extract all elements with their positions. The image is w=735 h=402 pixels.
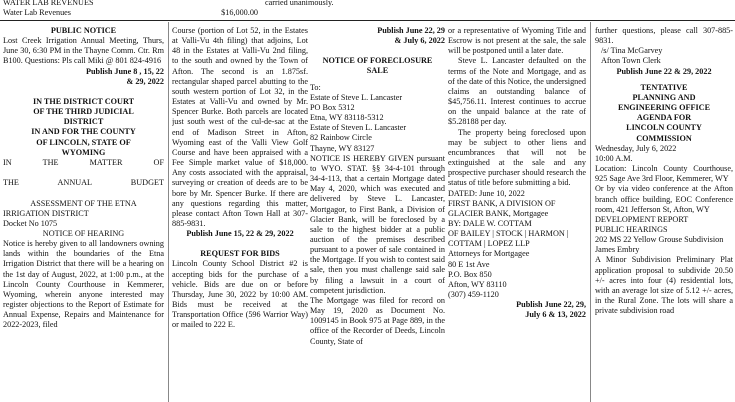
signature-line: /s/ Tina McGarvey (601, 46, 663, 56)
parcel-notice-body: Course (portion of Lot 52, in the Estates at Valli-Vu 4th filing) that adjoins, Lot 48 in the Estates at Valli-Vu 2nd filing, to the south and owned by the Town of Afton. The second is an 1.875sf. rectangular shaped parcel abutting to the south western portion of Lot 32, in the Estates at Valli-Vu and owned by Mr. Spencer Burke. Both parcels are located just south west of the cul-de-sac at the end of Madison Street in Afton, Wyoming east of the Valli View Golf Course and have been appraised with a Fee Simple market value of $18,000. Any costs associated with the appraisal, surveying or creation of deeds are to be bore by Mr. Spencer Burke. If there are any questions regarding this matter, please contact Afton Town Hall at 307-885-9831. (172, 26, 308, 228)
section-label: PUBLIC HEARINGS (595, 224, 668, 234)
revenue-label: WATER LAB REVENUES (3, 0, 94, 7)
agenda-heading-line: ENGINEERING OFFICE (617, 103, 711, 113)
publish-dates: Publish June 15, 22 & 29, 2022 (186, 229, 294, 239)
address-line: 82 Rainbow Circle (310, 133, 372, 143)
court-heading-line: OF THE THIRD JUDICIAL (33, 107, 134, 117)
to-label: To: (310, 82, 321, 92)
court-heading-line: IN THE DISTRICT COURT (32, 96, 135, 106)
notice-heading: NOTICE OF FORECLOSURE (322, 56, 433, 66)
signature-line: 80 E 1st Ave (448, 259, 490, 269)
column-3 (310, 26, 445, 402)
notice-heading: REQUEST FOR BIDS (200, 249, 280, 259)
notice-heading: SALE (366, 66, 389, 76)
agenda-heading-line: PLANNING AND (632, 92, 696, 102)
matter-line: IN THE MATTER OF (3, 157, 164, 167)
signature-line: Afton, WY 83110 (448, 279, 507, 289)
signature-line: (307) 459-1120 (448, 290, 499, 300)
notice-body: Lost Creek Irrigation Annual Meeting, Thurs, June 30, 6:30 PM in the Thayne Comm. Ctr. Rm B100. Questions: Pls call Miki @ 801 824-4916 (3, 36, 164, 66)
meeting-time: 10:00 A.M. (595, 153, 633, 163)
docket-number: Docket No 1075 (3, 218, 58, 228)
foreclosure-body: Steve L. Lancaster defaulted on the terms of the Note and Mortgage, and as of the date of this Notice, the undersigned claims an outstanding balance of $45,756.11. Interest continues to accrue on the unpaid balance at the rate of $5.28188 per day. (448, 56, 586, 127)
carried-text: carried unanimously. (265, 0, 334, 7)
hearing-body: Notice is hereby given to all landowners owning lands within the boundaries of the Etna Irrigation District that there will be a hearing on the 1st day of August, 2022, at 1:00 p.m., at the Lincoln County Courthouse in Kemmerer, Wyoming, wherein anyone interested may register objections to the Report of Estimate for Annual Expense, Repairs and Maintenance for 2022-2023, filed (3, 239, 164, 330)
foreclosure-body: The Mortgage was filed for record on May 19, 2020 as Document No. 1009145 in Book 975 at Page 889, in the office of the Recorder of Deeds, Lincoln County, State of (310, 295, 445, 346)
hearing-title: NOTICE OF HEARING (42, 228, 125, 238)
agenda-heading-line: COMMISSION (636, 133, 692, 143)
court-heading-line: DISTRICT (63, 117, 104, 127)
signature-line: BY: DALE W. COTTAM (448, 218, 532, 228)
column-rule (590, 22, 591, 402)
signature-line: Attorneys for Mortgagee (448, 249, 530, 259)
notice-body: further questions, please call 307-885-9831. (595, 26, 733, 46)
address-line: Estate of Steve L. Lancaster (310, 92, 403, 102)
agenda-heading-line: LINCOLN COUNTY (626, 123, 702, 133)
revenue-row (3, 8, 258, 18)
court-heading-line: IN AND FOR THE COUNTY (31, 127, 136, 137)
bids-body: Lincoln County School District #2 is accepting bids for the purchase of a vehicle. Bids are due on or before Thursday, June 30, 2022 by 10:00 AM. Bids must be received at the Transportation Office (596 Warrior Way) or mailed to 222 E. (172, 259, 308, 330)
address-line: PO Box 5312 (310, 102, 355, 112)
meeting-location: Location: Lincoln County Courthouse, 925 Sage Ave 3rd Floor, Kemmerer, WY (595, 164, 733, 184)
agenda-heading-line: TENTATIVE (640, 82, 688, 92)
publish-dates: July 6 & 13, 2022 (525, 310, 586, 320)
notice-heading: PUBLIC NOTICE (50, 26, 117, 35)
applicant-name: James Embry (595, 245, 640, 255)
column-2 (172, 26, 308, 402)
foreclosure-body: The property being foreclosed upon may be subject to other liens and encumbrances that will not be extinguished at the sale and any prospective purchaser should research the status of title before submitting a bid. (448, 127, 586, 188)
dated-line: DATED: June 10, 2022 (448, 188, 525, 198)
court-heading-line: WYOMING (61, 147, 106, 157)
revenue-row (3, 0, 258, 8)
publish-dates: & July 6, 2022 (394, 36, 445, 46)
agenda-heading-line: AGENDA FOR (636, 113, 692, 123)
top-strip (0, 0, 735, 18)
publish-dates: Publish June 22 & 29, 2022 (616, 66, 712, 76)
signature-line: OF BAILEY | STOCK | HARMON | COTTAM | LOPEZ LLP (448, 229, 569, 249)
meeting-date: Wednesday, July 6, 2022 (595, 143, 677, 153)
address-line: Thayne, WY 83127 (310, 143, 375, 153)
publish-dates: Publish June 8 , 15, 22 (85, 66, 164, 76)
matter-line: ASSESSMENT OF THE ETNA (30, 198, 137, 208)
section-label: DEVELOPMENT REPORT (595, 214, 689, 224)
publish-dates: Publish June 22, 29 (377, 26, 445, 35)
column-4 (448, 26, 586, 402)
signature-line: Afton Town Clerk (601, 56, 661, 66)
agenda-item-title: 202 MS 22 Yellow Grouse Subdivision (595, 235, 724, 245)
foreclosure-body: NOTICE IS HEREBY GIVEN pursuant to WYO. STAT. §§ 34-4-101 through 34-4-113, that a certain Mortgage dated May 4, 2020, which was executed and delivered by Steve L. Lancaster, Mortgagor, to First Bank, a Division of Glacier Bank, will be foreclosed by a sale to the highest bidder at a public auction of the premises described pursuant to a power of sale contained in the Mortgage. If you wish to contest said sale, then you must challenge said sale by filing a lawsuit in a court of competent jurisdiction. (310, 153, 445, 295)
video-conference-info: Or by via video conference at the Afton branch office building, EOC Conference room, 421 Jefferson St, Afton, WY (595, 184, 733, 214)
revenue-label: Water Lab Revenues (3, 7, 71, 17)
column-5 (595, 26, 733, 402)
court-heading-line: OF LINCOLN, STATE OF (36, 137, 131, 147)
agenda-item-body: A Minor Subdivision Preliminary Plat application proposal to subdivide 20.50 +/- acres into four (4) residential lots, with an average lot size of 5.12 +/- acres, in the Rural Zone. The lots will share a private subdivision road (595, 255, 733, 316)
section-divider (0, 20, 735, 21)
address-line: Etna, WY 83118-5312 (310, 113, 384, 123)
publish-dates: Publish June 22, 29, (516, 300, 586, 310)
foreclosure-body: or a representative of Wyoming Title and Escrow is not present at the sale, the sale will be postponed until a later date. (448, 26, 586, 56)
address-line: Estate of Steven L. Lancaster (310, 123, 407, 133)
column-rule (168, 22, 169, 402)
publish-dates: & 29, 2022 (126, 76, 164, 86)
column-1 (3, 26, 164, 402)
matter-line: IRRIGATION DISTRICT (3, 208, 89, 218)
revenue-value: $16,000.00 (221, 7, 258, 17)
signature-line: FIRST BANK, A DIVISION OF GLACIER BANK, Mortgagee (448, 198, 556, 218)
matter-line: THE ANNUAL BUDGET (3, 178, 164, 188)
water-lab-revenue-block (3, 0, 258, 17)
signature-line: P.O. Box 850 (448, 269, 492, 279)
